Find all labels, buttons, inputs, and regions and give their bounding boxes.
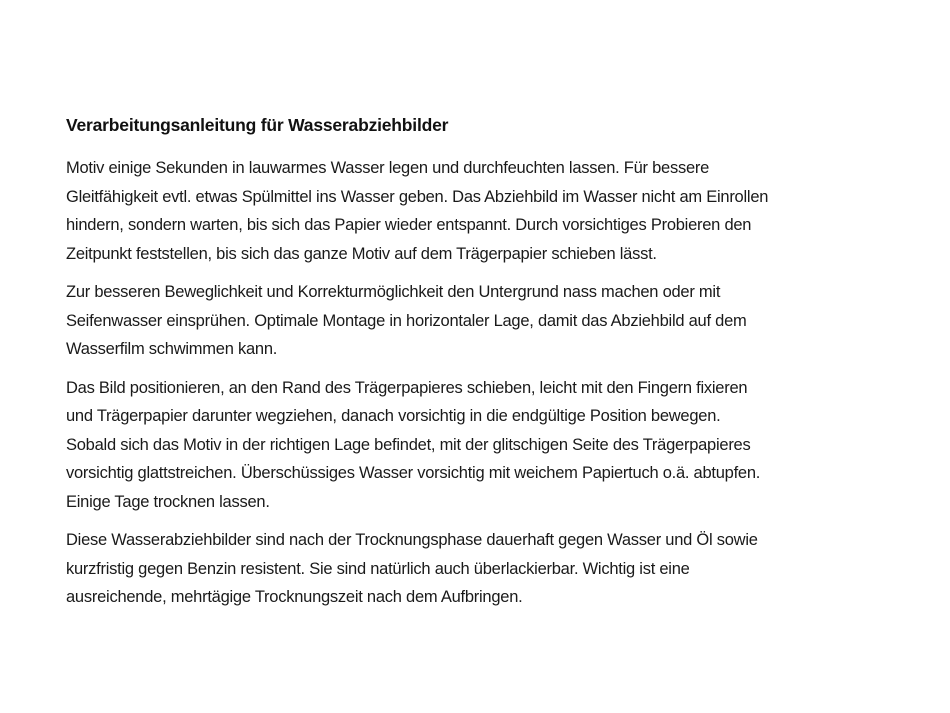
text-line: und Trägerpapier darunter wegziehen, danach vorsichtig in die endgültige Position bewegen. xyxy=(66,407,721,425)
text-line: Zur besseren Beweglichkeit und Korrekturmöglichkeit den Untergrund nass machen oder mit xyxy=(66,283,721,301)
paragraph-durability xyxy=(66,526,884,612)
text-line: Motiv einige Sekunden in lauwarmes Wasser legen und durchfeuchten lassen. Für bessere xyxy=(66,159,710,177)
text-line: Gleitfähigkeit evtl. etwas Spülmittel ins Wasser geben. Das Abziehbild im Wasser nicht am Einrollen xyxy=(66,187,769,206)
document-content xyxy=(66,114,884,622)
text-line: ausreichende, mehrtägige Trocknungszeit nach dem Aufbringen. xyxy=(66,588,523,606)
text-line: Diese Wasserabziehbilder sind nach der Trocknungsphase dauerhaft gegen Wasser und Öl sowie xyxy=(66,531,758,549)
text-line: Das Bild positionieren, an den Rand des Trägerpapieres schieben, leicht mit den Fingern fixieren xyxy=(66,378,748,397)
text-line: Sobald sich das Motiv in der richtigen Lage befindet, mit der glitschigen Seite des Trägerpapieres xyxy=(66,435,751,454)
text-line: Einige Tage trocknen lassen. xyxy=(66,492,270,511)
paragraph-soaking xyxy=(66,154,884,268)
text-line: hindern, sondern warten, bis sich das Papier wieder entspannt. Durch vorsichtiges Probieren den xyxy=(66,216,752,234)
paragraph-positioning xyxy=(66,374,884,517)
text-line: Zeitpunkt feststellen, bis sich das ganze Motiv auf dem Trägerpapier schieben lässt. xyxy=(66,244,657,263)
paragraph-surface-prep xyxy=(66,278,884,364)
document-title: Verarbeitungsanleitung für Wasserabziehbilder xyxy=(66,115,449,135)
text-line: Seifenwasser einsprühen. Optimale Montage in horizontaler Lage, damit das Abziehbild auf dem xyxy=(66,311,747,330)
text-line: vorsichtig glattstreichen. Überschüssiges Wasser vorsichtig mit weichem Papiertuch o.ä. abtupfen. xyxy=(66,464,761,482)
text-line: kurzfristig gegen Benzin resistent. Sie sind natürlich auch überlackierbar. Wichtig ist eine xyxy=(66,559,690,578)
text-line: Wasserfilm schwimmen kann. xyxy=(66,340,278,358)
